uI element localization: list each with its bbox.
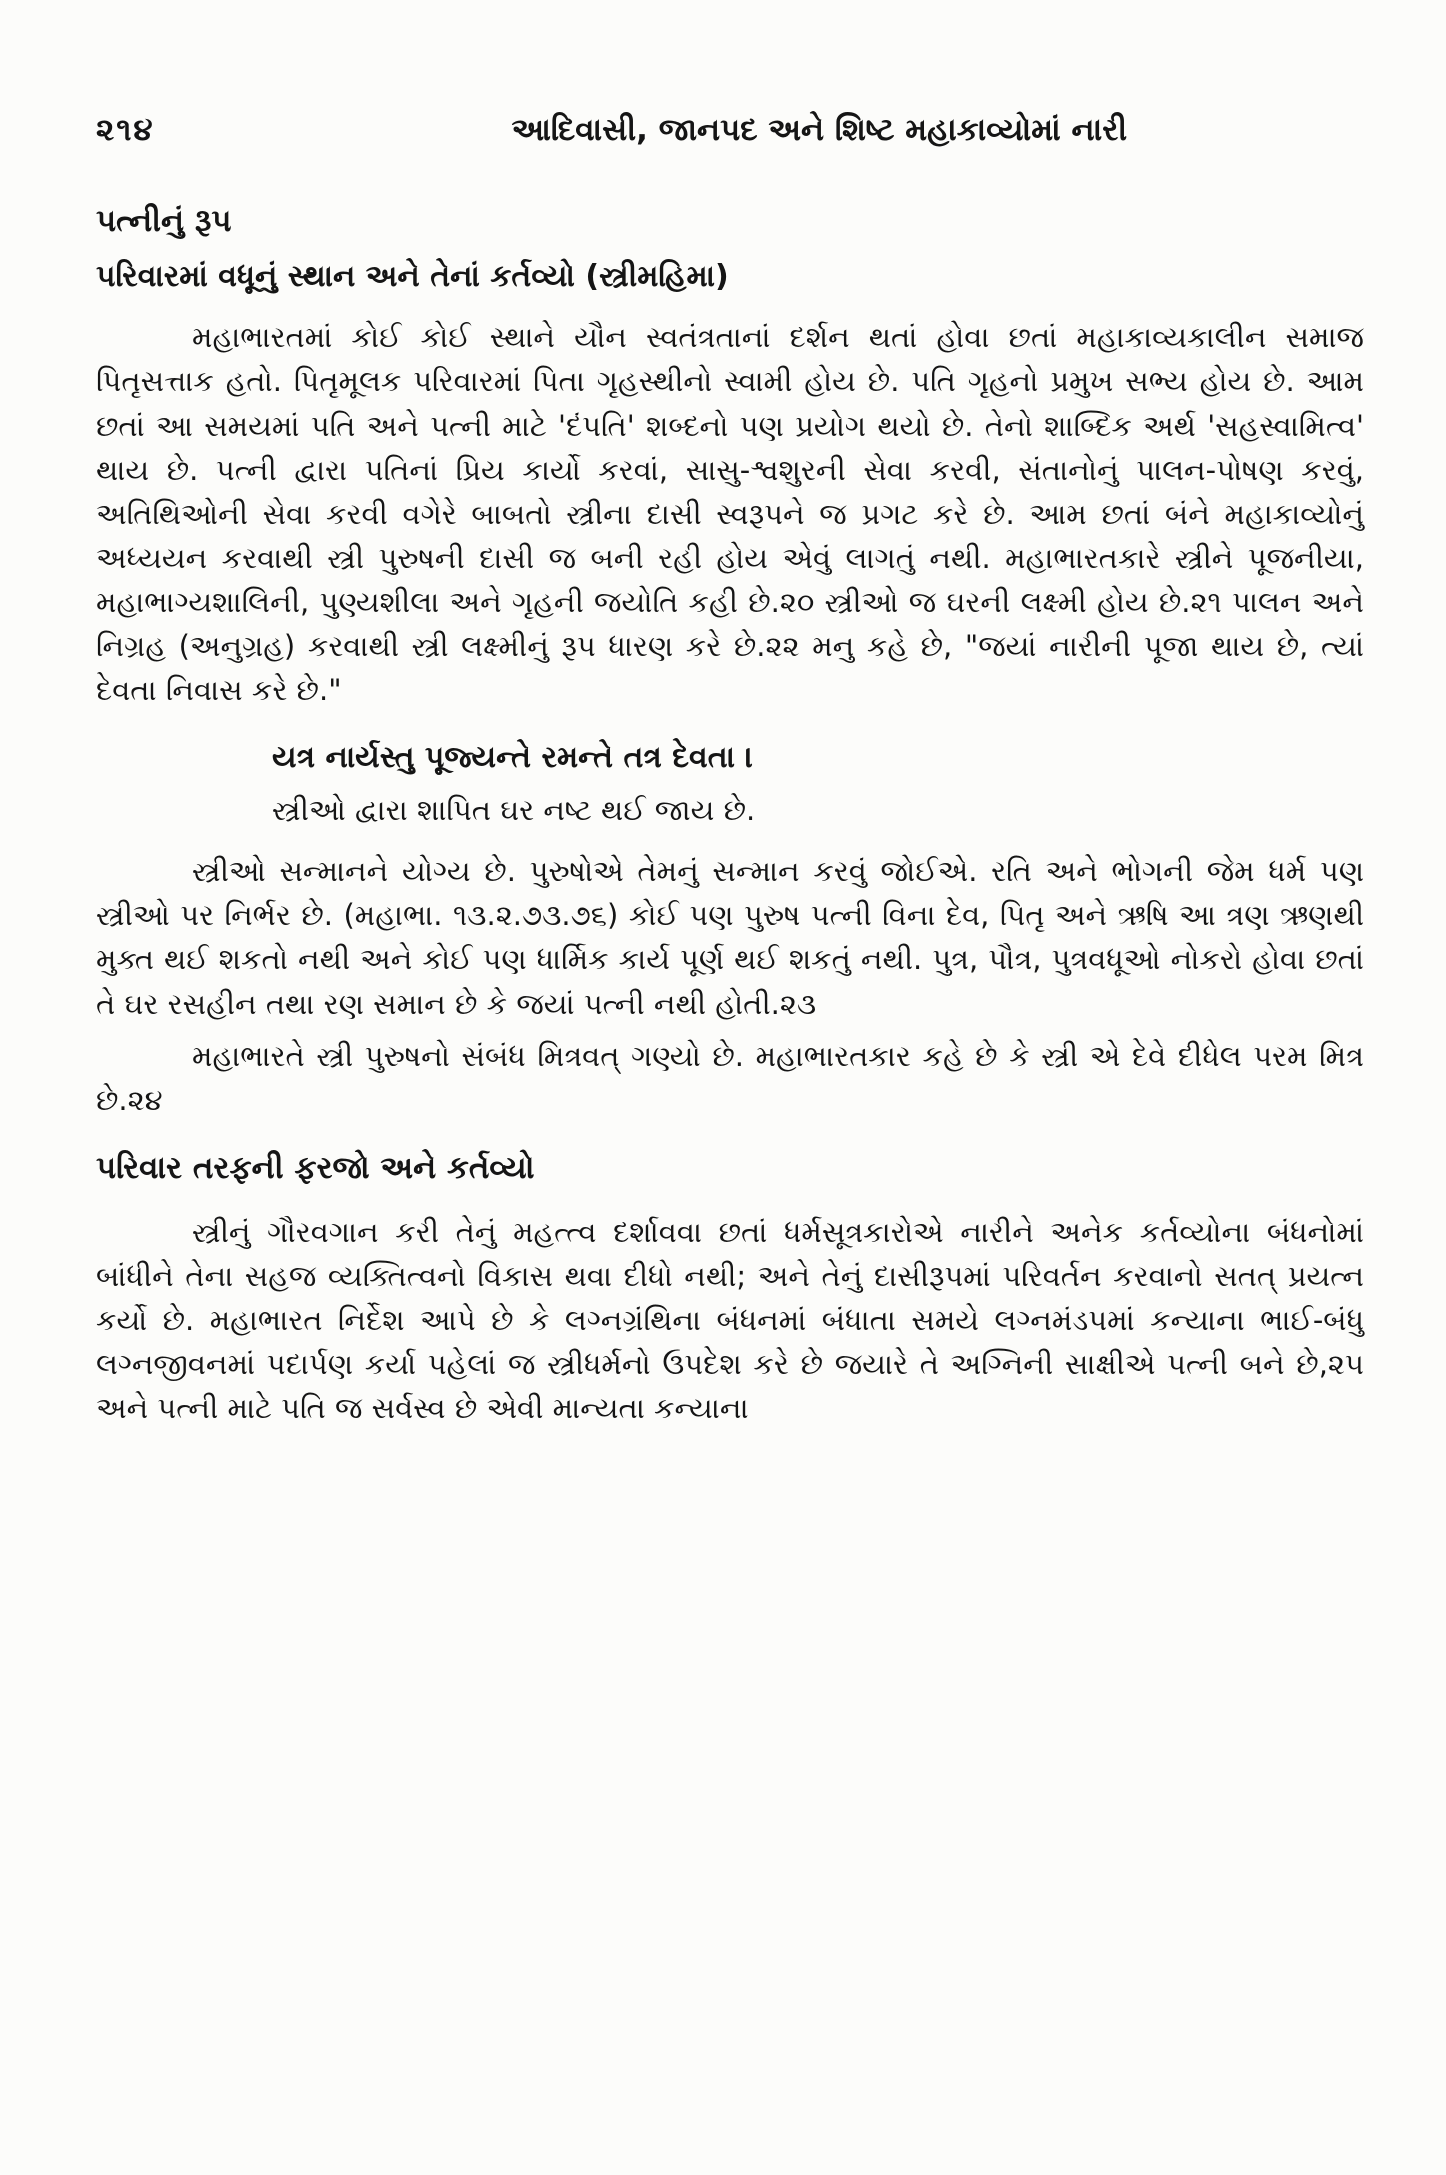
sanskrit-verse: યત્ર નાર્યસ્તુ પૂજ્યન્તે રમન્તે તત્ર દેવતા । <box>272 740 754 776</box>
verse-block <box>96 732 1364 835</box>
running-title: આદિવાસી, જાનપદ અને શિષ્ટ મહાકાવ્યોમાં નારી <box>511 112 1128 148</box>
heading-family-duties: પરિવાર તરફની ફરજો અને કર્તવ્યો <box>96 1149 535 1186</box>
paragraph-dharmasutra-duties: સ્ત્રીનું ગૌરવગાન કરી તેનું મહત્ત્વ દર્શાવવા છતાં ધર્મસૂત્રકારોએ નારીને અનેક કર્તવ્યોના બંધનોમાં બાંધીને તેના સહજ વ્યક્તિત્વનો વિકાસ થવા દીધો નથી; અને તેનું દાસીરૂપમાં પરિવર્તન કરવાનો સતત્ પ્રયત્ન કર્યો છે. મહાભારત નિર્દેશ આપે છે કે લગ્નગ્રંથિના બંધનમાં બંધાતા સમયે લગ્નમંડપમાં કન્યાના ભાઈ-બંધુ લગ્નજીવનમાં પદાર્પણ કર્યા પહેલાં જ સ્ત્રીધર્મનો ઉપદેશ કરે છે જયારે તે અગ્નિની સાક્ષીએ પત્ની બને છે,૨૫ અને પત્ની માટે પતિ જ સર્વસ્વ છે એવી માન્યતા કન્યાના <box>96 1214 1364 1425</box>
subheading-bride-status: પરિવારમાં વધૂનું સ્થાન અને તેનાં કર્તવ્યો (સ્ત્રીમહિમા) <box>96 258 729 294</box>
page-header <box>96 112 1364 149</box>
paragraph-friendship: મહાભારતે સ્ત્રી પુરુષનો સંબંધ મિત્રવત્ ગણ્યો છે. મહાભારતકાર કહે છે કે સ્ત્રી એ દેવે દીધેલ પરમ મિત્ર છે.૨૪ <box>96 1038 1364 1117</box>
page-number: ૨૧૪ <box>96 112 155 148</box>
verse-translation: સ્ત્રીઓ દ્વારા શાપિત ઘર નષ્ટ થઈ જાય છે. <box>272 792 756 827</box>
heading-wife-form: પત્નીનું રૂપ <box>96 203 232 239</box>
paragraph-women-respect: સ્ત્રીઓ સન્માનને યોગ્ય છે. પુરુષોએ તેમનું સન્માન કરવું જોઈએ. રતિ અને ભોગની જેમ ધર્મ પણ સ્ત્રીઓ પર નિર્ભર છે. (મહાભા. ૧૩.૨.૭૩.૭૬) કોઈ પણ પુરુષ પત્ની વિના દેવ, પિતૃ અને ઋષિ આ ત્રણ ઋણથી મુક્ત થઈ શકતો નથી અને કોઈ પણ ધાર્મિક કાર્ય પૂર્ણ થઈ શકતું નથી. પુત્ર, પૌત્ર, પુત્રવધૂઓ નોકરો હોવા છતાં તે ઘર રસહીન તથા રણ સમાન છે કે જયાં પત્ની નથી હોતી.૨૩ <box>96 854 1364 1021</box>
paragraph-mahabharata-society: મહાભારતમાં કોઈ કોઈ સ્થાને યૌન સ્વતંત્રતાનાં દર્શન થતાં હોવા છતાં મહાકાવ્યકાલીન સમાજ પિતૃસત્તાક હતો. પિતૃમૂલક પરિવારમાં પિતા ગૃહસ્થીનો સ્વામી હોય છે. પતિ ગૃહનો પ્રમુખ સભ્ય હોય છે. આમ છતાં આ સમયમાં પતિ અને પત્ની માટે 'દંપતિ' શબ્દનો પણ પ્રયોગ થયો છે. તેનો શાબ્દિક અર્થ 'સહસ્વામિત્વ' થાય છે. પત્ની દ્વારા પતિનાં પ્રિય કાર્યો કરવાં, સાસુ-શ્વશુરની સેવા કરવી, સંતાનોનું પાલન-પોષણ કરવું, અતિથિઓની સેવા કરવી વગેરે બાબતો સ્ત્રીના દાસી સ્વરૂપને જ પ્રગટ કરે છે. આમ છતાં બંને મહાકાવ્યોનું અધ્યયન કરવાથી સ્ત્રી પુરુષની દાસી જ બની રહી હોય એવું લાગતું નથી. મહાભારતકારે સ્ત્રીને પૂજનીયા, મહાભાગ્યશાલિની, પુણ્યશીલા અને ગૃહની જયોતિ કહી છે.૨૦ સ્ત્રીઓ જ ઘરની લક્ષ્મી હોય છે.૨૧ પાલન અને નિગ્રહ (અનુગ્રહ) કરવાથી સ્ત્રી લક્ષ્મીનું રૂપ ધારણ કરે છે.૨૨ મનુ કહે છે, "જયાં નારીની પૂજા થાય છે, ત્યાં દેવતા નિવાસ કરે છે." <box>96 320 1364 707</box>
